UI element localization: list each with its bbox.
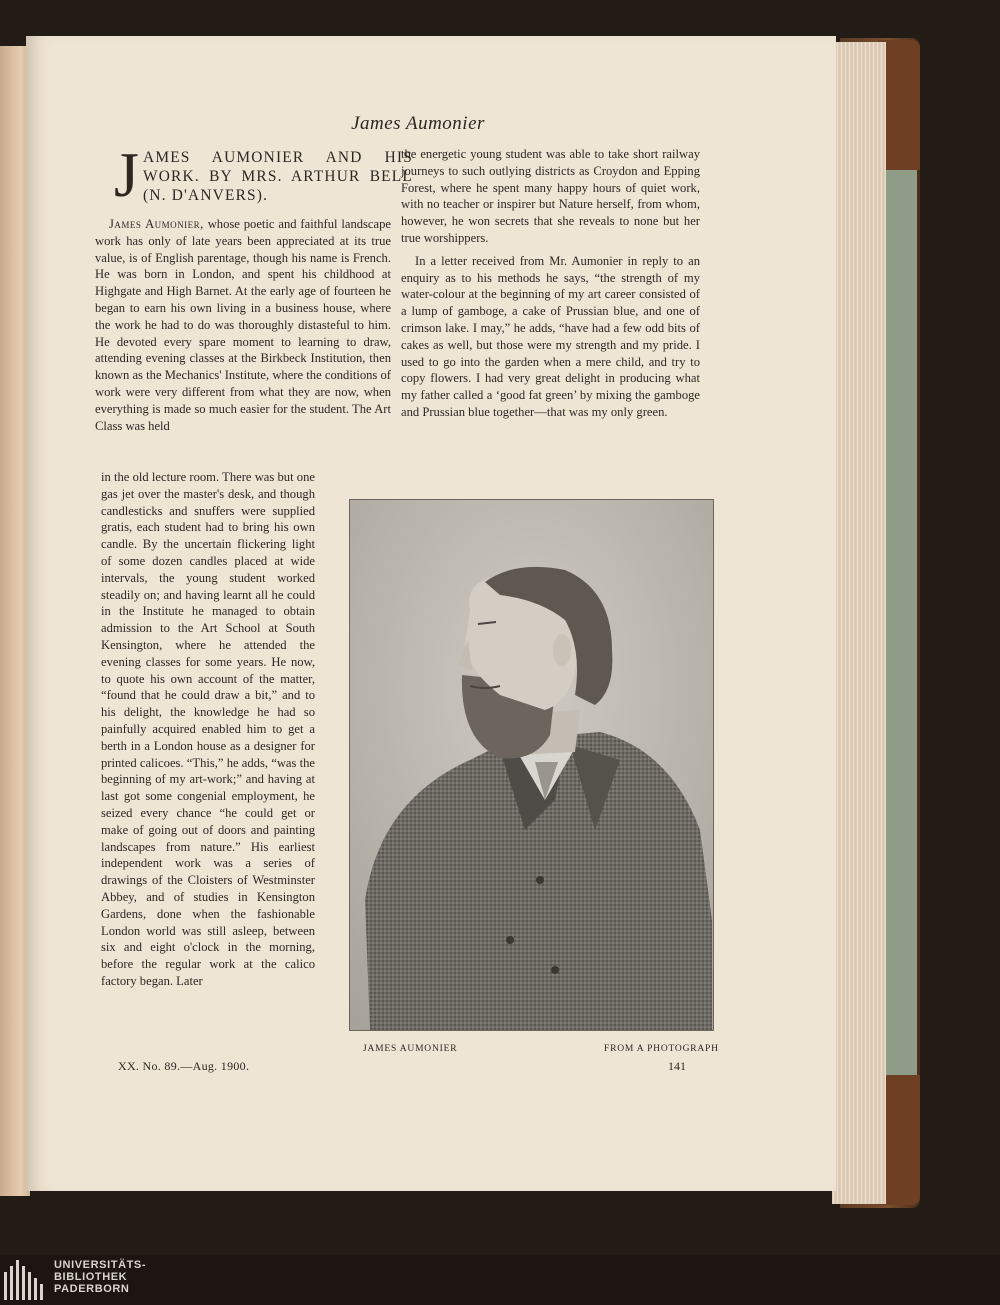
- portrait-figure: [350, 500, 713, 1030]
- paragraph-text: the energetic young student was able to take short railway journeys to such outlying districts as Croydon and Epping Forest, where he spent many happy hours of quiet work, with no teacher or inspirer but Nature herself, from whom, however, he won secrets that she reveals to none but her true worshippers.: [401, 147, 700, 245]
- portrait-photograph: [349, 499, 714, 1031]
- running-title: James Aumonier: [351, 113, 485, 134]
- column-right: [401, 146, 700, 421]
- paragraph-text: in the old lecture room. There was but one gas jet over the master's desk, and though candlesticks and snuffers were supplied gratis, each student had to bring his own candle. By the uncertain flickering light of some dozen candles placed at wide intervals, the young student worked steadily on; and having learnt all he could in the Institute he managed to obtain admission to the Art School at South Kensington, where he attended the evening classes for some years. He now, to quote his own account of the matter, “found that he could draw a bit,” and to his delight, the knowledge he had so painfully acquired enabled him to get a berth in a London house as a designer for printed calicoes. “This,” he adds, “was the beginning of my art-work;” and having at last got some congenial employment, he seized every chance “he could get or make of going out of doors and painting landscapes from nature.” His earliest independent work was a series of drawings of the Cloisters of Westminster Abbey, and of studies in Kensington Gardens, done when the fashionable London world was still asleep, between six and eight o'clock in the morning, before the regular work at the calico factory began. Later: [101, 470, 315, 988]
- library-name-line3: PADERBORN: [54, 1283, 130, 1295]
- library-name-line2: BIBLIOTHEK: [54, 1271, 128, 1283]
- library-logo-icon: [4, 1260, 48, 1300]
- headline-text: AMES AUMONIER AND HIS WORK. BY MRS. ARTHUR BELL (N. D'ANVERS).: [143, 149, 413, 204]
- drop-cap: J: [114, 139, 139, 210]
- article-headline: [114, 139, 414, 210]
- library-name-line1: UNIVERSITÄTS-: [54, 1259, 147, 1271]
- page-edges: [832, 42, 886, 1204]
- library-name: [54, 1259, 146, 1295]
- photo-caption-left: JAMES AUMONIER: [363, 1044, 458, 1054]
- column-left-narrow: [101, 469, 315, 990]
- issue-line: XX. No. 89.—Aug. 1900.: [118, 1059, 250, 1073]
- book-cover-cloth: [883, 165, 917, 1085]
- photo-caption-right: FROM A PHOTOGRAPH: [604, 1044, 719, 1054]
- library-logo-bar: [0, 1255, 1000, 1305]
- book-page: [26, 36, 836, 1191]
- lead-name: James Aumonier,: [109, 217, 204, 231]
- paragraph-text: whose poetic and faithful landscape work has only of late years been appreciated at its true value, is of English parentage, though his name is French. He was born in London, and spent his childhood at Highgate and High Barnet. At the early age of fourteen he began to earn his own living in a business house, where the work he had to do was thoroughly distasteful to him. He devoted every spare moment to learning to draw, attending evening classes at the Birkbeck Institution, then known as the Mechanics' Institute, where the conditions of work were very different from what they are now, when everything is made so much easier for the student. The Art Class was held: [95, 217, 392, 433]
- paragraph-text: In a letter received from Mr. Aumonier in reply to an enquiry as to his methods he says, “the strength of my water-colour at the beginning of my art career consisted of a lump of gamboge, a cake of Prussian blue, and one of crimson lake. I may,” he adds, “have had a few odd bits of cakes as well, but those were my strength and my pride. I used to go into the garden when a mere child, and try to copy flowers. I had very great delight in producing what my father called a ‘good fat green’ by mixing the gamboge and Prussian blue together—that was my only green.: [401, 253, 700, 419]
- page-number: 141: [668, 1059, 686, 1073]
- column-left-top: [95, 216, 391, 434]
